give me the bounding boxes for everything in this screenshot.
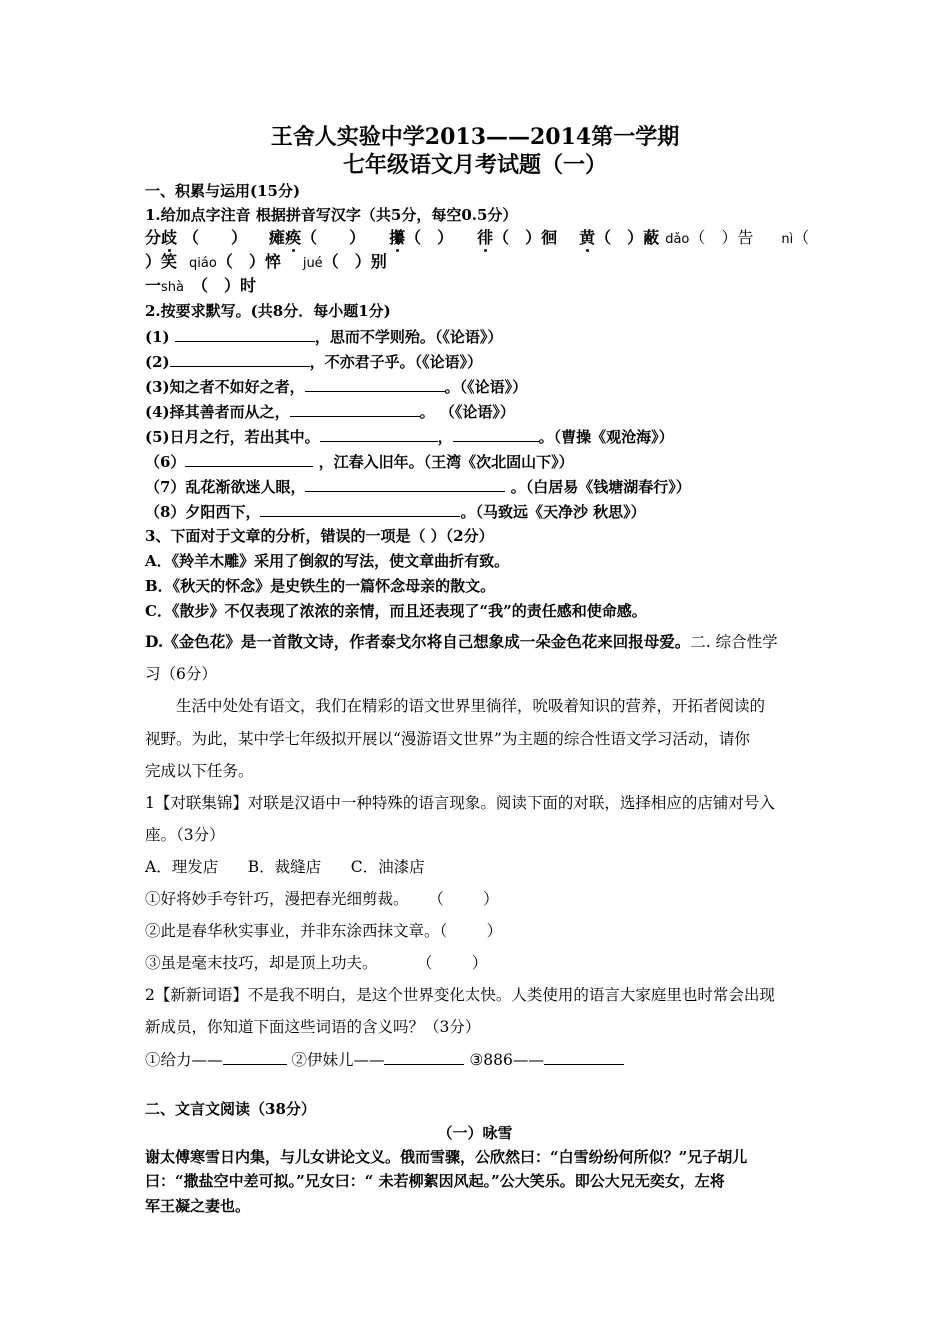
q2-item-3: (3)知之者不如好之者， 。（《论语》）	[145, 378, 528, 396]
answer-blank[interactable]	[544, 1049, 624, 1065]
intro-line-2: 视野。为此，某中学七年级拟开展以“漫游语文世界”为主题的综合性语文学习活动，请你	[145, 730, 750, 748]
q2-item-6: （6） ，江春入旧年。（王湾《次北固山下》）	[145, 453, 574, 471]
dotted-char: 攥	[389, 228, 406, 247]
couplet-3: ③虽是毫末技巧，却是顶上功夫。 （ ）	[145, 954, 488, 972]
exam-title-line2: 七年级语文月考试题（一）	[342, 152, 607, 178]
passage-line-3: 军王凝之妻也。	[145, 1197, 251, 1215]
dotted-char: 痪	[285, 228, 302, 247]
passage-line-1: 谢太傅寒雪日内集，与儿女讲论文义。俄而雪骤，公欣然曰：“白雪纷纷何所似？”兄子胡儿	[145, 1148, 748, 1166]
answer-blank[interactable]	[305, 476, 505, 492]
task1-shops: A．理发店 B．裁缝店 C．油漆店	[145, 858, 425, 876]
q2-item-1: (1) ，思而不学则殆。（《论语》）	[145, 328, 503, 346]
intro-line-3: 完成以下任务。	[145, 762, 254, 780]
q3-option-a: A．《羚羊木雕》采用了倒叙的写法，使文章曲折有致。	[145, 552, 510, 570]
q3-option-d-line	[145, 632, 778, 652]
q2-item-7: （7）乱花渐欲迷人眼， 。（白居易《钱塘湖春行》）	[145, 478, 691, 496]
answer-blank[interactable]	[260, 501, 460, 517]
answer-blank[interactable]	[185, 451, 313, 467]
exam-title-line1: 王舍人实验中学2013——2014第一学期	[270, 124, 680, 150]
answer-blank[interactable]	[305, 376, 445, 392]
answer-blank[interactable]	[223, 1049, 287, 1065]
couplet-2: ②此是春华秋实事业，并非东涂西抹文章。（ ）	[145, 922, 503, 940]
intro-line-1: 生活中处处有语文，我们在精彩的语文世界里徜徉，吮吸着知识的营养，开拓者阅读的	[176, 697, 766, 715]
passage-title: （一）咏雪	[437, 1124, 513, 1142]
q2-item-4: (4)择其善者而从之， 。 （《论语》）	[145, 403, 515, 421]
answer-blank[interactable]	[384, 1049, 464, 1065]
q1-row3: 一shà （ ）时	[145, 276, 257, 295]
task2-line-1: 2【新新词语】不是我不明白，是这个世界变化太快。人类使用的语言大家庭里也时常会出现	[145, 986, 775, 1004]
task2-line-2: 新成员，你知道下面这些词语的含义吗？（3分）	[145, 1018, 481, 1036]
task2-items: ①给力—— ②伊妹儿—— ③886——	[145, 1049, 624, 1070]
q3-option-d: D.《金色花》是一首散文诗，作者泰戈尔将自己想象成一朵金色花来回报母爱。	[145, 632, 691, 651]
q3-option-b: B．《秋天的怀念》是史铁生的一篇怀念母亲的散文。	[145, 577, 496, 595]
comprehensive-heading-cont: 习（6分）	[145, 665, 217, 683]
couplet-1: ①好将妙手夸针巧，漫把春光细剪裁。 （ ）	[145, 890, 499, 908]
comprehensive-heading: 二. 综合性学	[690, 633, 778, 651]
dotted-char: 黄	[579, 228, 596, 247]
answer-blank[interactable]	[170, 351, 310, 367]
q3-option-c: C．《散步》不仅表现了浓浓的亲情，而且还表现了“我”的责任感和使命感。	[145, 602, 647, 620]
dotted-char: 徘	[477, 228, 494, 247]
answer-blank[interactable]	[290, 401, 420, 417]
q3-stem: 3、下面对于文章的分析，错误的一项是（ ）（2分）	[145, 527, 494, 545]
section-heading-2: 二、文言文阅读（38分）	[145, 1100, 316, 1118]
task1-line-1: 1【对联集锦】对联是汉语中一种特殊的语言现象。阅读下面的对联，选择相应的店铺对号入	[145, 794, 775, 812]
task1-line-2: 座。（3分）	[145, 826, 225, 844]
answer-blank[interactable]	[453, 426, 539, 442]
q1-row2: ）笑 qiáo（ ）悴 jué（ ）别	[145, 252, 387, 271]
answer-blank[interactable]	[320, 426, 438, 442]
dotted-char: 歧	[161, 228, 178, 247]
q1-row1: 分歧 （ ） 瘫痪（ ） 攥（ ） 徘（ ）徊 黄（ ）蔽 dǎo（ ）告 nì（	[145, 228, 810, 247]
q2-stem: 2.按要求默写。(共8分．每小题1分)	[145, 302, 391, 320]
q2-item-8: （8）夕阳西下， 。（马致远《天净沙 秋思》）	[145, 503, 646, 521]
q2-item-5: (5)日月之行，若出其中。 ， 。（曹操《观沧海》）	[145, 428, 674, 446]
passage-line-2: 曰：“撒盐空中差可拟。”兄女曰：“ 未若柳絮因风起。”公大笑乐。即公大兄无奕女，左将	[145, 1172, 725, 1190]
q2-item-2: (2) ，不亦君子乎。（《论语》）	[145, 353, 483, 371]
q1-stem: 1.给加点字注音 根据拼音写汉字（共5分，每空0.5分）	[145, 206, 518, 224]
section-heading-1: 一、积累与运用(15分)	[145, 182, 301, 200]
answer-blank[interactable]	[175, 326, 315, 342]
